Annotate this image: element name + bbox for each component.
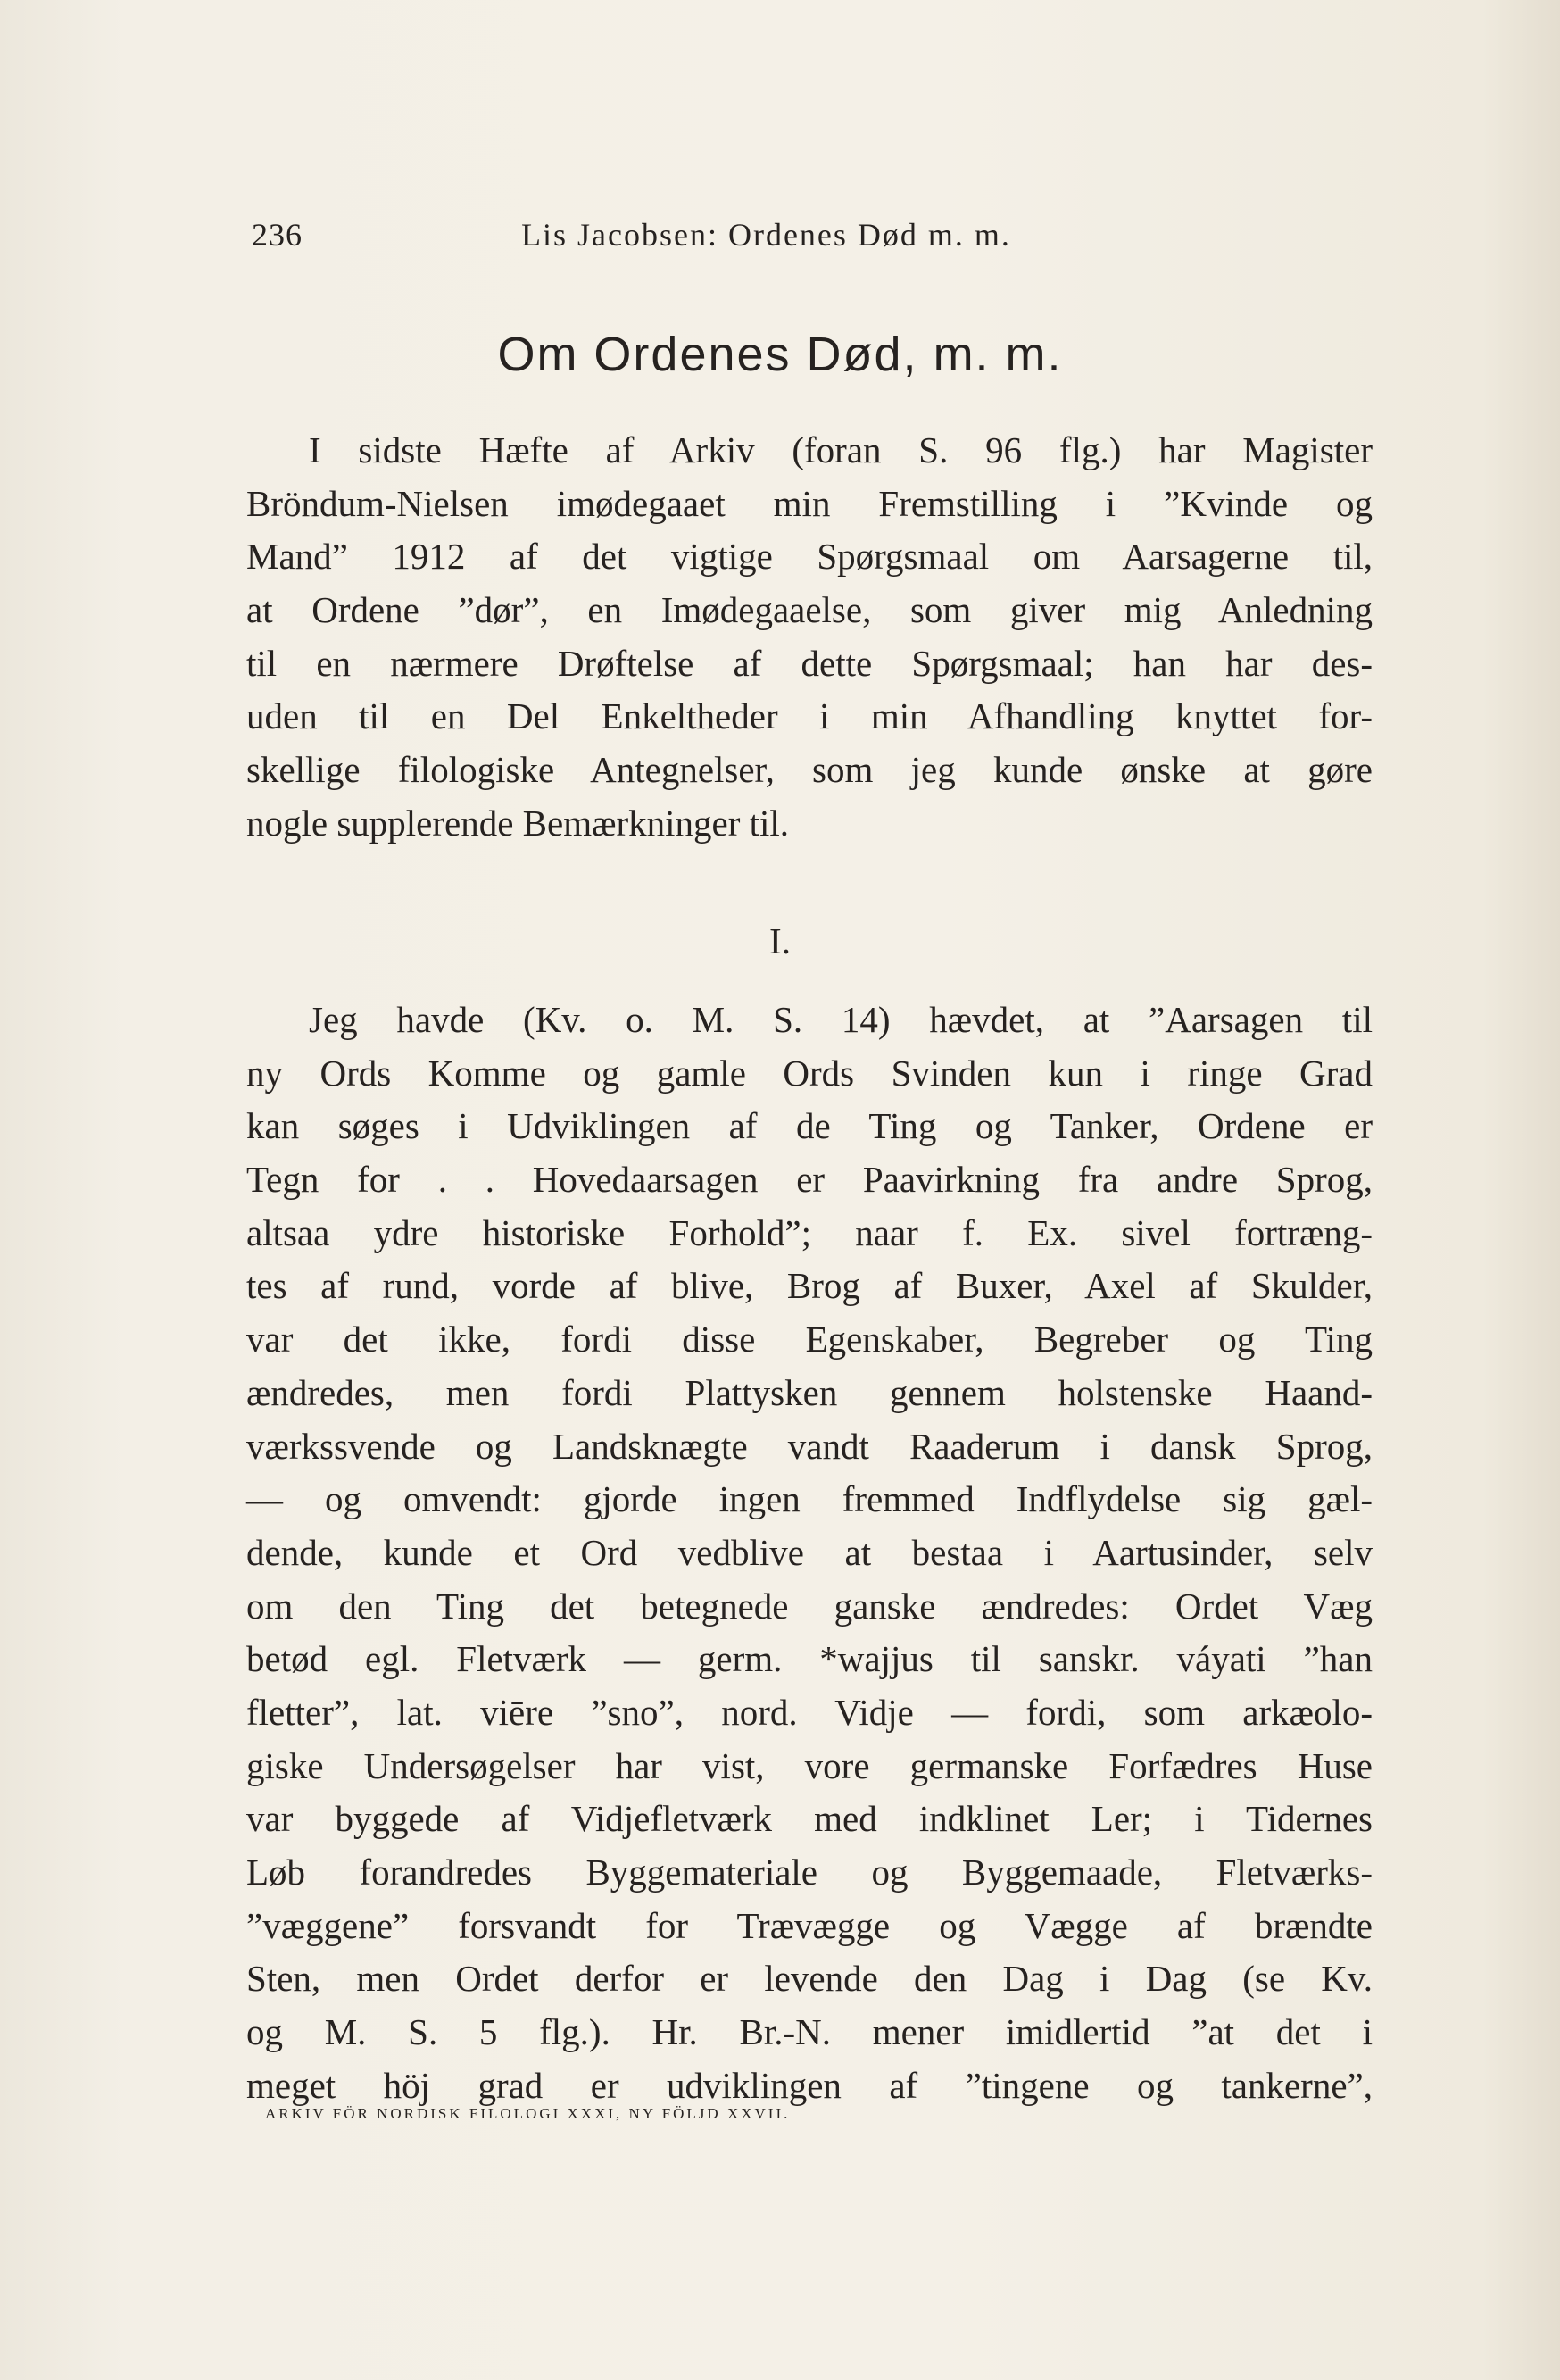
running-title: Lis Jacobsen: Ordenes Død m. m. [521, 217, 1011, 253]
text-line: Bröndum-Nielsen imødegaaet min Fremstilling i ”Kvinde og [246, 482, 1373, 524]
text-line: nogle supplerende Bemærkninger til. [246, 802, 790, 844]
article-title: Om Ordenes Død, m. m. [497, 328, 1063, 381]
text-line: til en nærmere Drøftelse af dette Spørgsmaal; han har des- [246, 642, 1373, 684]
footer-signature: ARKIV FÖR NORDISK FILOLOGI XXXI, NY FÖLJD XXVII. [265, 2105, 791, 2122]
text-line: betød egl. Fletværk — germ. *wajjus til sanskr. váyati ”han [246, 1638, 1373, 1680]
text-line: Løb forandredes Byggemateriale og Byggemaade, Fletværks- [246, 1852, 1373, 1893]
text-line: I sidste Hæfte af Arkiv (foran S. 96 flg.) har Magister [309, 429, 1373, 470]
text-line: uden til en Del Enkeltheder i min Afhandling knyttet for- [246, 695, 1373, 737]
text-line: var det ikke, fordi disse Egenskaber, Begreber og Ting [246, 1319, 1373, 1361]
text-line: ”væggene” forsvandt for Trævægge og Vægge af brændte [246, 1904, 1373, 1946]
text-line: Jeg havde (Kv. o. M. S. 14) hævdet, at ”Aarsagen til [309, 999, 1373, 1040]
text-line: — og omvendt: gjorde ingen fremmed Indflydelse sig gæl- [246, 1478, 1373, 1520]
text-line: meget höj grad er udviklingen af ”tingene og tankerne”, [246, 2064, 1373, 2106]
page-number: 236 [252, 217, 303, 253]
text-line: dende, kunde et Ord vedblive at bestaa i Aartusinder, selv [246, 1531, 1373, 1573]
text-line: om den Ting det betegnede ganske ændredes: Ordet Væg [246, 1585, 1373, 1627]
text-line: var byggede af Vidjefletværk med indklinet Ler; i Tidernes [246, 1798, 1373, 1840]
text-line: værkssvende og Landsknægte vandt Raaderum i dansk Sprog, [246, 1425, 1373, 1467]
paragraph-intro [246, 424, 1373, 851]
text-line: Mand” 1912 af det vigtige Spørgsmaal om Aarsagerne til, [246, 536, 1373, 578]
paragraph-section-1 [246, 994, 1373, 2112]
text-line: Tegn for . . Hovedaarsagen er Paavirkning fra andre Sprog, [246, 1159, 1373, 1201]
text-line: ændredes, men fordi Plattysken gennem holstenske Haand- [246, 1371, 1373, 1413]
text-line: kan søges i Udviklingen af de Ting og Tanker, Ordene er [246, 1105, 1373, 1147]
text-line: at Ordene ”dør”, en Imødegaaelse, som giver mig Anledning [246, 589, 1373, 631]
text-line: Sten, men Ordet derfor er levende den Dag i Dag (se Kv. [246, 1958, 1373, 2000]
text-line: ny Ords Komme og gamle Ords Svinden kun i ringe Grad [246, 1052, 1373, 1094]
text-line: og M. S. 5 flg.). Hr. Br.-N. mener imidlertid ”at det i [246, 2011, 1373, 2053]
running-header [0, 216, 1560, 261]
text-line: fletter”, lat. viēre ”sno”, nord. Vidje — fordi, som arkæolo- [246, 1691, 1373, 1733]
section-numeral: I. [769, 920, 791, 961]
text-line: giske Undersøgelser har vist, vore germanske Forfædres Huse [246, 1744, 1373, 1786]
text-line: altsaa ydre historiske Forhold”; naar f. Ex. sivel fortræng- [246, 1211, 1373, 1253]
text-line: skellige filologiske Antegnelser, som jeg kunde ønske at gøre [246, 749, 1373, 791]
text-line: tes af rund, vorde af blive, Brog af Buxer, Axel af Skulder, [246, 1265, 1373, 1307]
